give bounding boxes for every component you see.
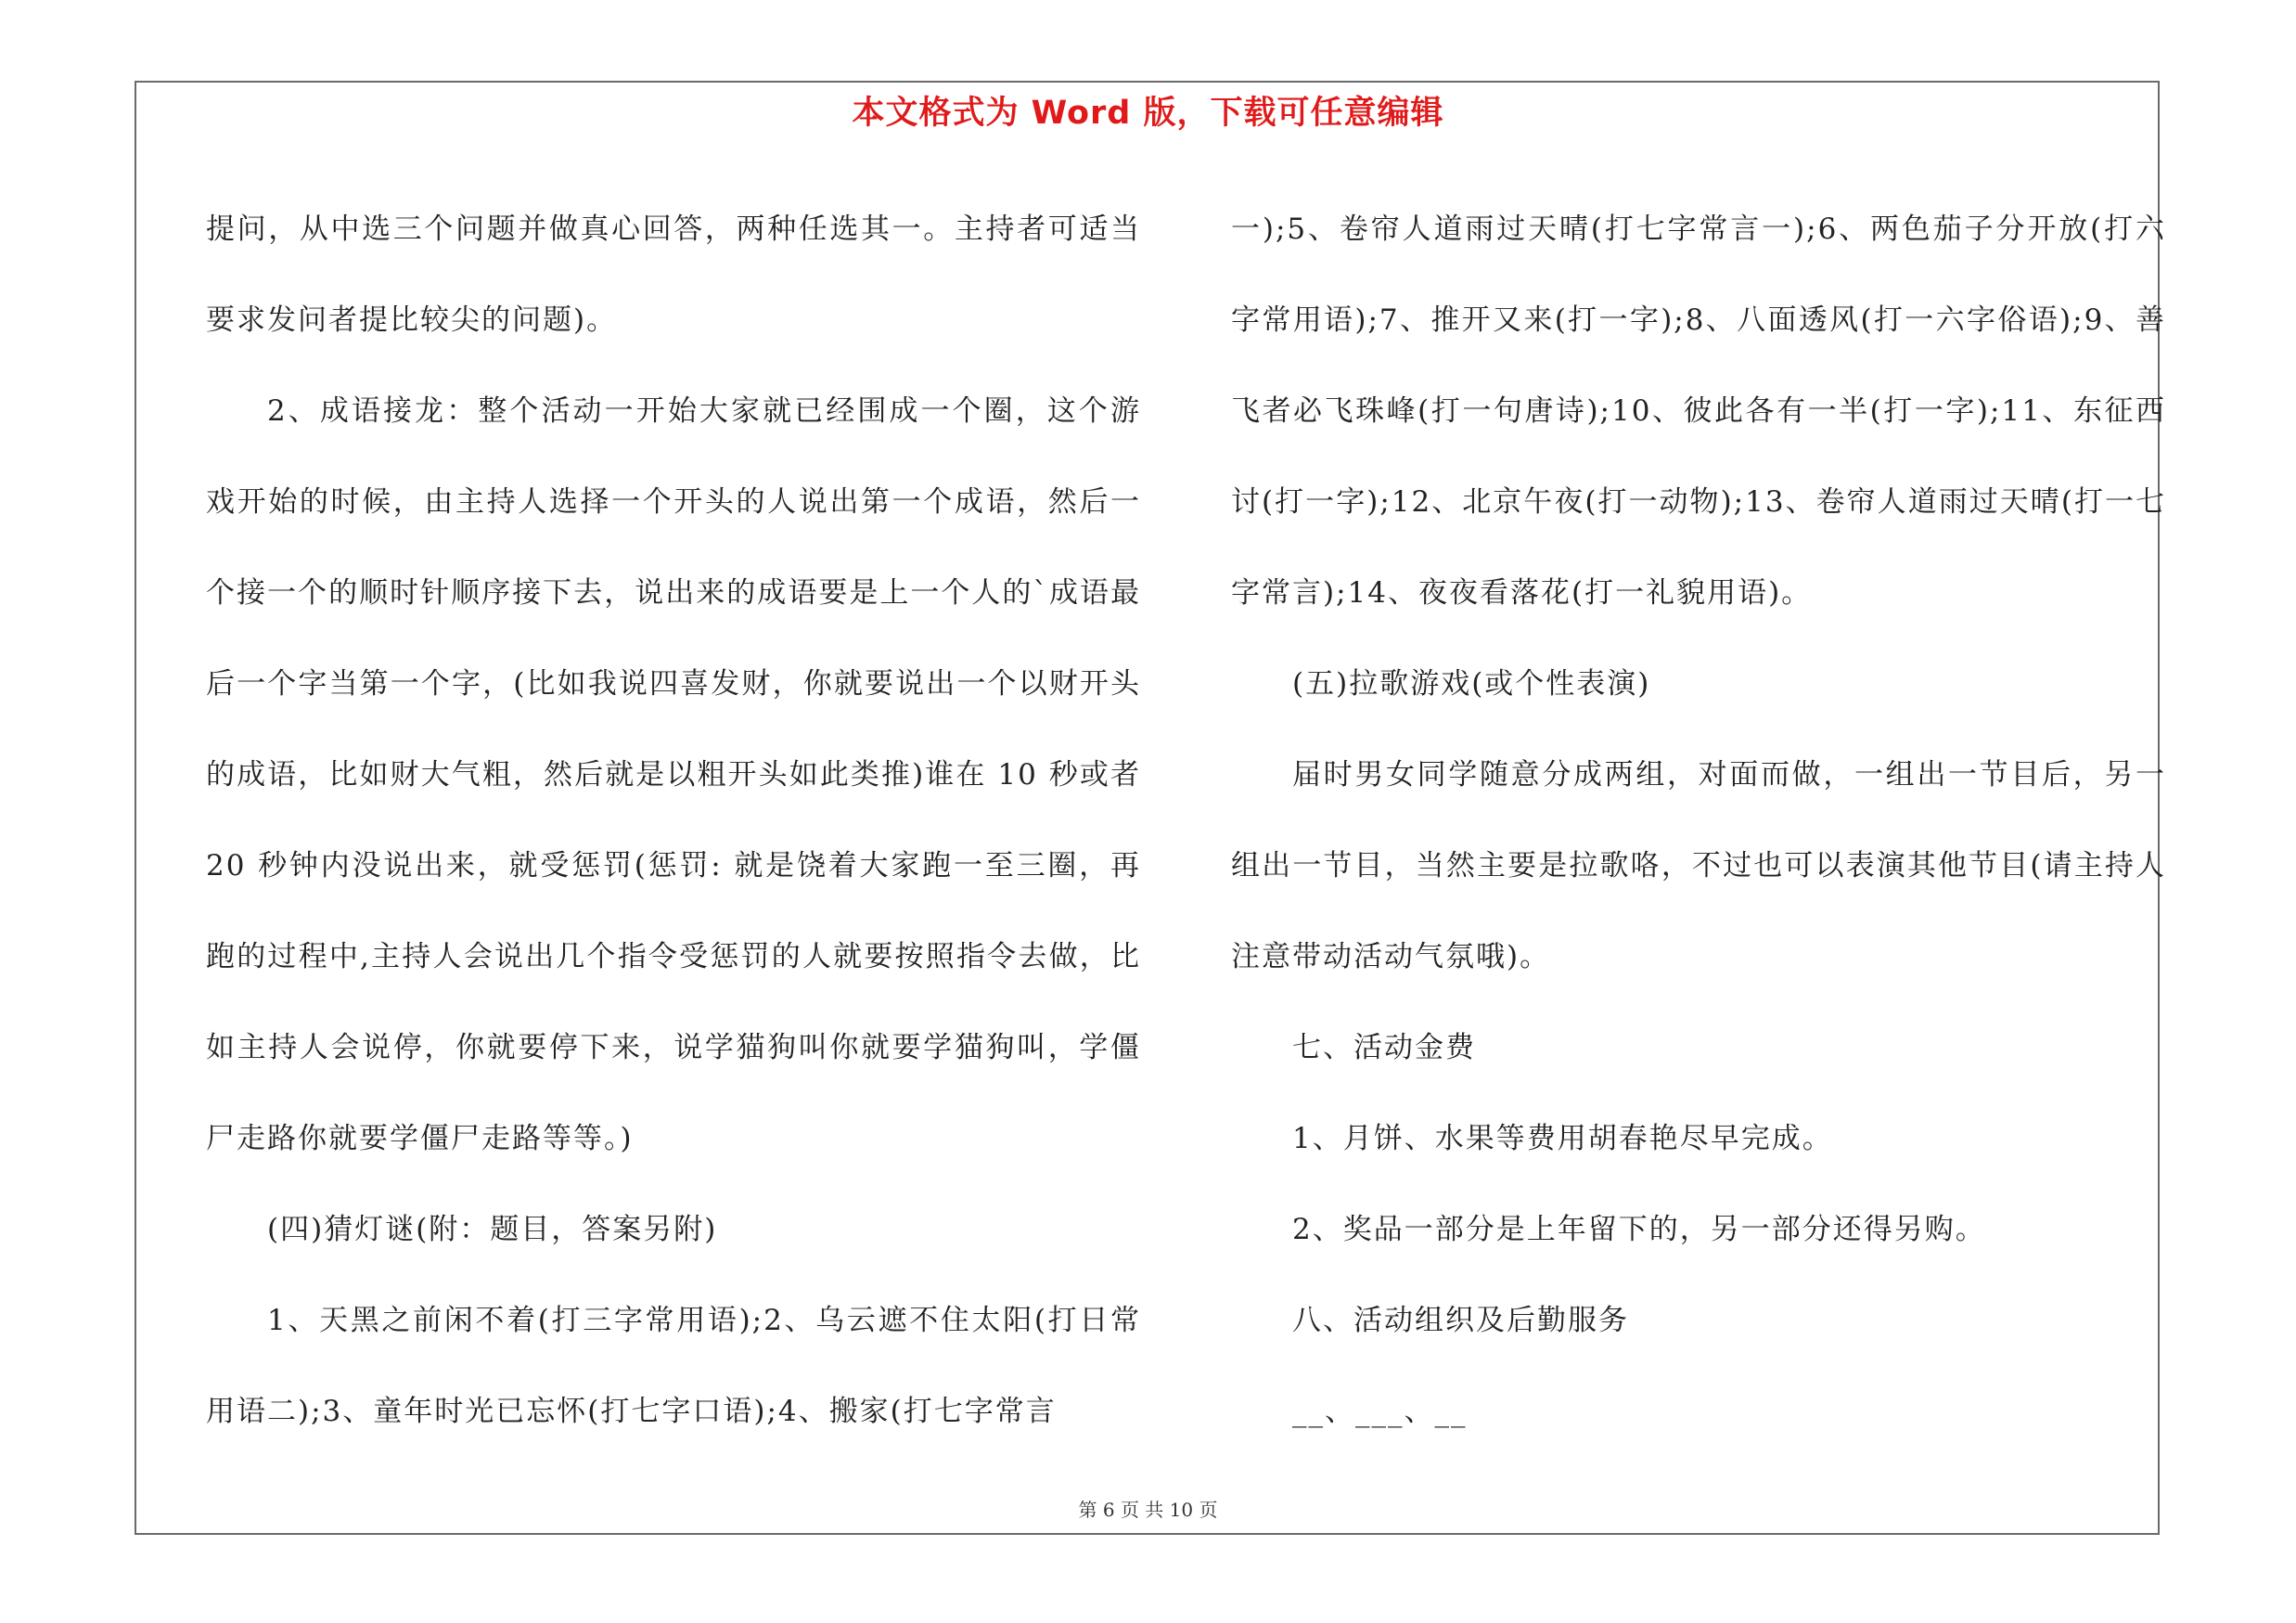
paragraph: 提问，从中选三个问题并做真心回答，两种任选其一。主持者可适当要求发问者提比较尖的问题)。 <box>206 213 1141 337</box>
paragraph: 一);5、卷帘人道雨过天晴(打七字常言一);6、两色茄子分开放(打六字常用语);7、推开又来(打一字);8、八面透风(打一六字俗语);9、善飞者必飞珠峰(打一句唐诗);10、彼此各有一半(打一字);11、东征西讨(打一字);12、北京午夜(打一动物);13、卷帘人道雨过天晴(打一七字常言);14、夜夜看落花(打一礼貌用语)。 <box>1231 213 2166 610</box>
paragraph: 八、活动组织及后勤服务 <box>1292 1304 1629 1337</box>
paragraph: (四)猜灯谜(附：题目，答案另附) <box>267 1213 718 1246</box>
paragraph: 2、奖品一部分是上年留下的，另一部分还得另购。 <box>1292 1213 1986 1246</box>
paragraph: __、___、__ <box>1292 1395 1468 1428</box>
left-column <box>206 184 1141 1457</box>
paragraph: (五)拉歌游戏(或个性表演) <box>1292 667 1651 701</box>
paragraph: 1、天黑之前闲不着(打三字常用语);2、乌云遮不住太阳(打日常用语二);3、童年时光已忘怀(打七字口语);4、搬家(打七字常言 <box>206 1304 1141 1428</box>
paragraph: 届时男女同学随意分成两组，对面而做，一组出一节目后，另一组出一节目，当然主要是拉歌咯，不过也可以表演其他节目(请主持人注意带动活动气氛哦)。 <box>1231 758 2166 973</box>
paragraph: 2、成语接龙：整个活动一开始大家就已经围成一个圈，这个游戏开始的时候，由主持人选择一个开头的人说出第一个成语，然后一个接一个的顺时针顺序接下去，说出来的成语要是上一个人的`成语最后一个字当第一个字，(比如我说四喜发财，你就要说出一个以财开头的成语，比如财大气粗，然后就是以粗开头如此类推)谁在 10 秒或者 20 秒钟内没说出来，就受惩罚(惩罚: 就是饶着大家跑一至三圈，再跑的过程中,主持人会说出几个指令受惩罚的人就要按照指令去做，比如主持人会说停，你就要停下来，说学猫狗叫你就要学猫狗叫，学僵尸走路你就要学僵尸走路等等。) <box>206 394 1141 1155</box>
right-column <box>1231 184 2166 1457</box>
page-number-footer: 第 6 页 共 10 页 <box>1078 1499 1218 1521</box>
format-banner: 本文格式为 Word 版，下载可任意编辑 <box>852 95 1444 132</box>
paragraph: 七、活动金费 <box>1292 1031 1476 1064</box>
paragraph: 1、月饼、水果等费用胡春艳尽早完成。 <box>1292 1122 1833 1155</box>
